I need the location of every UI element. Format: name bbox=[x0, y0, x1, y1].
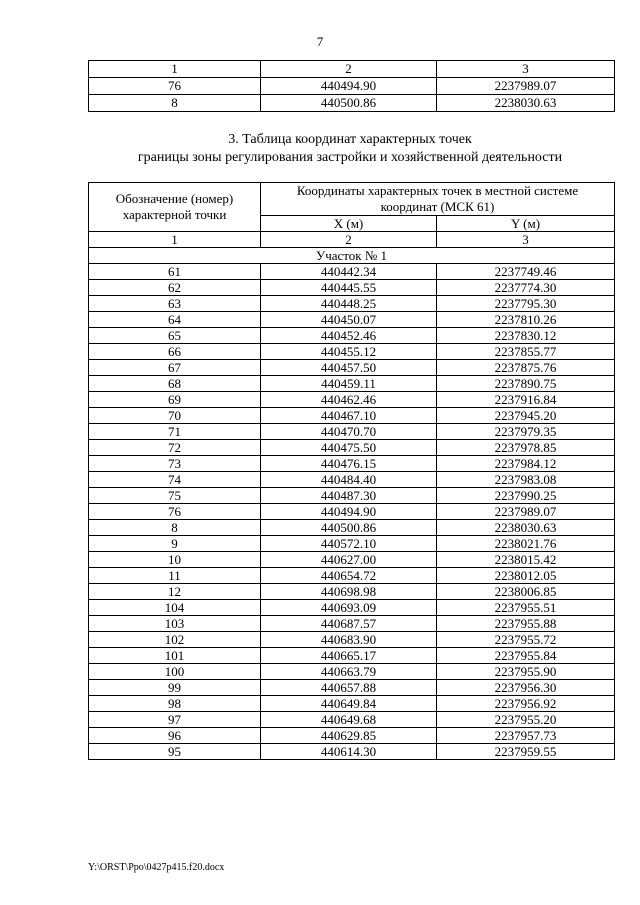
table-row bbox=[89, 568, 615, 584]
y-coordinate-cell: 2237955.72 bbox=[437, 632, 615, 648]
x-coordinate-cell: 440500.86 bbox=[261, 520, 437, 536]
numbering-cell: 1 bbox=[89, 232, 261, 248]
point-number-cell: 65 bbox=[89, 328, 261, 344]
y-coordinate-cell: 2237890.75 bbox=[437, 376, 615, 392]
point-number-cell: 70 bbox=[89, 408, 261, 424]
point-number-cell: 71 bbox=[89, 424, 261, 440]
y-coordinate-cell: 2237955.84 bbox=[437, 648, 615, 664]
table-row bbox=[89, 680, 615, 696]
point-number-cell: 98 bbox=[89, 696, 261, 712]
y-coordinate-cell: 2237989.07 bbox=[437, 504, 615, 520]
y-coordinate-cell: 2237957.73 bbox=[437, 728, 615, 744]
table-row bbox=[89, 344, 615, 360]
y-coordinate-cell: 2237989.07 bbox=[437, 78, 615, 95]
point-number-cell: 97 bbox=[89, 712, 261, 728]
y-coordinate-cell: 2237830.12 bbox=[437, 328, 615, 344]
y-coordinate-cell: 2237979.35 bbox=[437, 424, 615, 440]
table-header-row bbox=[89, 61, 615, 78]
x-coordinate-cell: 440629.85 bbox=[261, 728, 437, 744]
x-coordinate-cell: 440445.55 bbox=[261, 280, 437, 296]
y-coordinate-cell: 2237875.76 bbox=[437, 360, 615, 376]
y-coordinate-cell: 2238021.76 bbox=[437, 536, 615, 552]
point-number-cell: 10 bbox=[89, 552, 261, 568]
y-coordinate-cell: 2237855.77 bbox=[437, 344, 615, 360]
point-number-cell: 100 bbox=[89, 664, 261, 680]
y-coordinate-cell: 2238012.05 bbox=[437, 568, 615, 584]
column-header-coordinates: Координаты характерных точек в местной системе координат (МСК 61) bbox=[261, 183, 615, 216]
x-coordinate-cell: 440467.10 bbox=[261, 408, 437, 424]
x-coordinate-cell: 440693.09 bbox=[261, 600, 437, 616]
column-header-x: X (м) bbox=[261, 216, 437, 232]
column-header-point: Обозначение (номер) характерной точки bbox=[89, 183, 261, 232]
x-coordinate-cell: 440698.98 bbox=[261, 584, 437, 600]
numbering-cell: 3 bbox=[437, 232, 615, 248]
y-coordinate-cell: 2237978.85 bbox=[437, 440, 615, 456]
table-row bbox=[89, 664, 615, 680]
table-row bbox=[89, 632, 615, 648]
column-header-y: Y (м) bbox=[437, 216, 615, 232]
y-coordinate-cell: 2238006.85 bbox=[437, 584, 615, 600]
point-number-cell: 75 bbox=[89, 488, 261, 504]
footer-file-path: Y:\ORST\Ppo\0427p415.f20.docx bbox=[88, 862, 225, 873]
x-coordinate-cell: 440649.84 bbox=[261, 696, 437, 712]
x-coordinate-cell: 440614.30 bbox=[261, 744, 437, 760]
y-coordinate-cell: 2237955.51 bbox=[437, 600, 615, 616]
point-number-cell: 76 bbox=[89, 504, 261, 520]
y-coordinate-cell: 2237945.20 bbox=[437, 408, 615, 424]
y-coordinate-cell: 2237983.08 bbox=[437, 472, 615, 488]
point-number-cell: 74 bbox=[89, 472, 261, 488]
x-coordinate-cell: 440476.15 bbox=[261, 456, 437, 472]
y-coordinate-cell: 2237749.46 bbox=[437, 264, 615, 280]
x-coordinate-cell: 440448.25 bbox=[261, 296, 437, 312]
table-row bbox=[89, 264, 615, 280]
x-coordinate-cell: 440487.30 bbox=[261, 488, 437, 504]
point-number-cell: 8 bbox=[89, 95, 261, 112]
point-number-cell: 61 bbox=[89, 264, 261, 280]
x-coordinate-cell: 440450.07 bbox=[261, 312, 437, 328]
page-number: 7 bbox=[316, 34, 324, 49]
table-row bbox=[89, 280, 615, 296]
point-number-cell: 72 bbox=[89, 440, 261, 456]
point-number-cell: 12 bbox=[89, 584, 261, 600]
x-coordinate-cell: 440459.11 bbox=[261, 376, 437, 392]
table-row bbox=[89, 600, 615, 616]
table-row bbox=[89, 392, 615, 408]
x-coordinate-cell: 440687.57 bbox=[261, 616, 437, 632]
table-row bbox=[89, 440, 615, 456]
y-coordinate-cell: 2238015.42 bbox=[437, 552, 615, 568]
table-row bbox=[89, 584, 615, 600]
point-number-cell: 103 bbox=[89, 616, 261, 632]
y-coordinate-cell: 2237955.88 bbox=[437, 616, 615, 632]
table-row bbox=[89, 360, 615, 376]
point-number-cell: 68 bbox=[89, 376, 261, 392]
table-row bbox=[89, 744, 615, 760]
point-number-cell: 64 bbox=[89, 312, 261, 328]
point-number-cell: 11 bbox=[89, 568, 261, 584]
table-row bbox=[89, 95, 615, 112]
table-row bbox=[89, 472, 615, 488]
x-coordinate-cell: 440442.34 bbox=[261, 264, 437, 280]
y-coordinate-cell: 2237795.30 bbox=[437, 296, 615, 312]
top-coordinates-table bbox=[88, 60, 615, 112]
numbering-cell: 1 bbox=[89, 61, 261, 78]
x-coordinate-cell: 440654.72 bbox=[261, 568, 437, 584]
x-coordinate-cell: 440455.12 bbox=[261, 344, 437, 360]
point-number-cell: 67 bbox=[89, 360, 261, 376]
table-row bbox=[89, 616, 615, 632]
x-coordinate-cell: 440627.00 bbox=[261, 552, 437, 568]
y-coordinate-cell: 2237810.26 bbox=[437, 312, 615, 328]
y-coordinate-cell: 2237959.55 bbox=[437, 744, 615, 760]
table-row bbox=[89, 328, 615, 344]
table-row bbox=[89, 456, 615, 472]
table-row bbox=[89, 78, 615, 95]
table-row bbox=[89, 728, 615, 744]
point-number-cell: 62 bbox=[89, 280, 261, 296]
x-coordinate-cell: 440494.90 bbox=[261, 504, 437, 520]
table-row bbox=[89, 712, 615, 728]
y-coordinate-cell: 2238030.63 bbox=[437, 520, 615, 536]
x-coordinate-cell: 440500.86 bbox=[261, 95, 437, 112]
numbering-cell: 3 bbox=[437, 61, 615, 78]
x-coordinate-cell: 440572.10 bbox=[261, 536, 437, 552]
point-number-cell: 8 bbox=[89, 520, 261, 536]
table-row bbox=[89, 648, 615, 664]
heading-line-2: границы зоны регулирования застройки и хозяйственной деятельности bbox=[137, 150, 563, 165]
x-coordinate-cell: 440665.17 bbox=[261, 648, 437, 664]
point-number-cell: 76 bbox=[89, 78, 261, 95]
table-row bbox=[89, 376, 615, 392]
table-row bbox=[89, 696, 615, 712]
point-number-cell: 66 bbox=[89, 344, 261, 360]
table-row bbox=[89, 504, 615, 520]
table-heading bbox=[0, 131, 640, 167]
point-number-cell: 99 bbox=[89, 680, 261, 696]
point-number-cell: 95 bbox=[89, 744, 261, 760]
x-coordinate-cell: 440494.90 bbox=[261, 78, 437, 95]
table-row bbox=[89, 488, 615, 504]
x-coordinate-cell: 440475.50 bbox=[261, 440, 437, 456]
point-number-cell: 101 bbox=[89, 648, 261, 664]
table-row bbox=[89, 520, 615, 536]
x-coordinate-cell: 440663.79 bbox=[261, 664, 437, 680]
table-row bbox=[89, 408, 615, 424]
table-row bbox=[89, 536, 615, 552]
y-coordinate-cell: 2237990.25 bbox=[437, 488, 615, 504]
y-coordinate-cell: 2237955.90 bbox=[437, 664, 615, 680]
main-coordinates-table bbox=[88, 182, 615, 760]
heading-line-1: 3. Таблица координат характерных точек bbox=[228, 132, 472, 147]
x-coordinate-cell: 440649.68 bbox=[261, 712, 437, 728]
main-table-header bbox=[89, 183, 615, 264]
point-number-cell: 69 bbox=[89, 392, 261, 408]
y-coordinate-cell: 2238030.63 bbox=[437, 95, 615, 112]
table-row bbox=[89, 296, 615, 312]
y-coordinate-cell: 2237916.84 bbox=[437, 392, 615, 408]
numbering-cell: 2 bbox=[261, 232, 437, 248]
point-number-cell: 104 bbox=[89, 600, 261, 616]
x-coordinate-cell: 440657.88 bbox=[261, 680, 437, 696]
table-row bbox=[89, 424, 615, 440]
section-label: Участок № 1 bbox=[89, 248, 615, 264]
top-table-body bbox=[89, 61, 615, 112]
y-coordinate-cell: 2237956.92 bbox=[437, 696, 615, 712]
y-coordinate-cell: 2237956.30 bbox=[437, 680, 615, 696]
table-row bbox=[89, 552, 615, 568]
x-coordinate-cell: 440462.46 bbox=[261, 392, 437, 408]
y-coordinate-cell: 2237955.20 bbox=[437, 712, 615, 728]
main-table-body bbox=[89, 264, 615, 760]
numbering-cell: 2 bbox=[261, 61, 437, 78]
point-number-cell: 96 bbox=[89, 728, 261, 744]
x-coordinate-cell: 440457.50 bbox=[261, 360, 437, 376]
point-number-cell: 9 bbox=[89, 536, 261, 552]
x-coordinate-cell: 440683.90 bbox=[261, 632, 437, 648]
x-coordinate-cell: 440470.70 bbox=[261, 424, 437, 440]
y-coordinate-cell: 2237984.12 bbox=[437, 456, 615, 472]
x-coordinate-cell: 440452.46 bbox=[261, 328, 437, 344]
point-number-cell: 73 bbox=[89, 456, 261, 472]
y-coordinate-cell: 2237774.30 bbox=[437, 280, 615, 296]
point-number-cell: 63 bbox=[89, 296, 261, 312]
table-row bbox=[89, 312, 615, 328]
x-coordinate-cell: 440484.40 bbox=[261, 472, 437, 488]
point-number-cell: 102 bbox=[89, 632, 261, 648]
